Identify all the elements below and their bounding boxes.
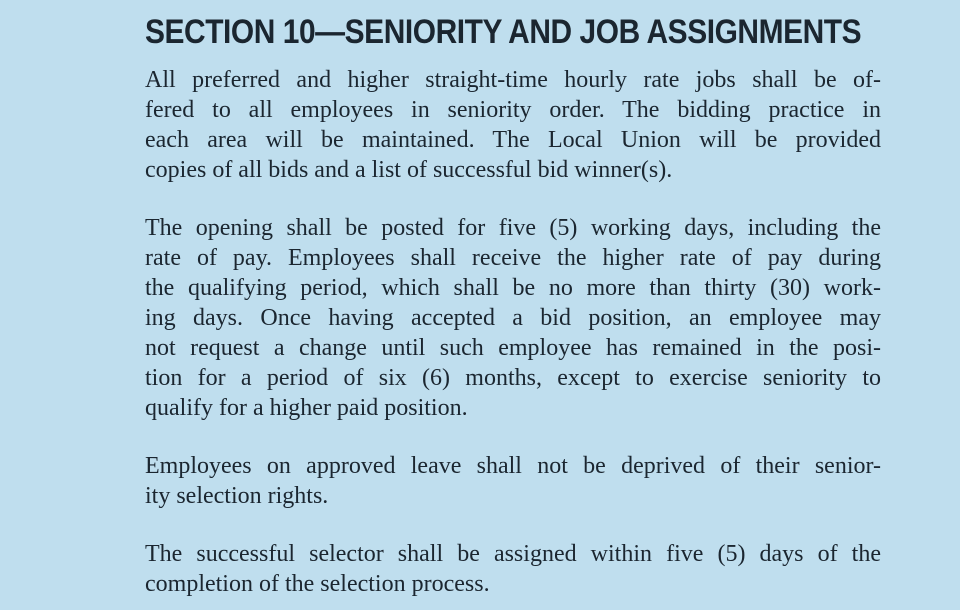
text-line: copies of all bids and a list of successful bid winner(s). — [145, 157, 673, 183]
text-line: completion of the selection process. — [145, 571, 490, 597]
paragraphs — [145, 65, 881, 599]
text-line: fered to all employees in seniority order. The bidding practice in — [145, 97, 881, 123]
text-line: the qualifying period, which shall be no more than thirty (30) work- — [145, 275, 881, 301]
paragraph — [145, 539, 881, 599]
text-line: ity selection rights. — [145, 483, 329, 509]
section-heading: SECTION 10—SENIORITY AND JOB ASSIGNMENTS — [145, 13, 862, 51]
text-line: ing days. Once having accepted a bid position, an employee may — [145, 305, 881, 331]
text-line: rate of pay. Employees shall receive the higher rate of pay during — [145, 245, 881, 271]
text-line: The successful selector shall be assigned within five (5) days of the — [145, 541, 881, 567]
text-line: All preferred and higher straight-time hourly rate jobs shall be of- — [145, 67, 881, 93]
text-line: The opening shall be posted for five (5) working days, including the — [145, 215, 881, 241]
text-line: tion for a period of six (6) months, except to exercise seniority to — [145, 365, 881, 391]
text-line: qualify for a higher paid position. — [145, 395, 468, 421]
text-line: Employees on approved leave shall not be deprived of their senior- — [145, 453, 881, 479]
paragraph — [145, 213, 881, 423]
text-block — [145, 14, 881, 599]
paragraph — [145, 451, 881, 511]
paragraph — [145, 65, 881, 185]
text-line: each area will be maintained. The Local Union will be provided — [145, 127, 881, 153]
text-line: not request a change until such employee has remained in the posi- — [145, 335, 881, 361]
